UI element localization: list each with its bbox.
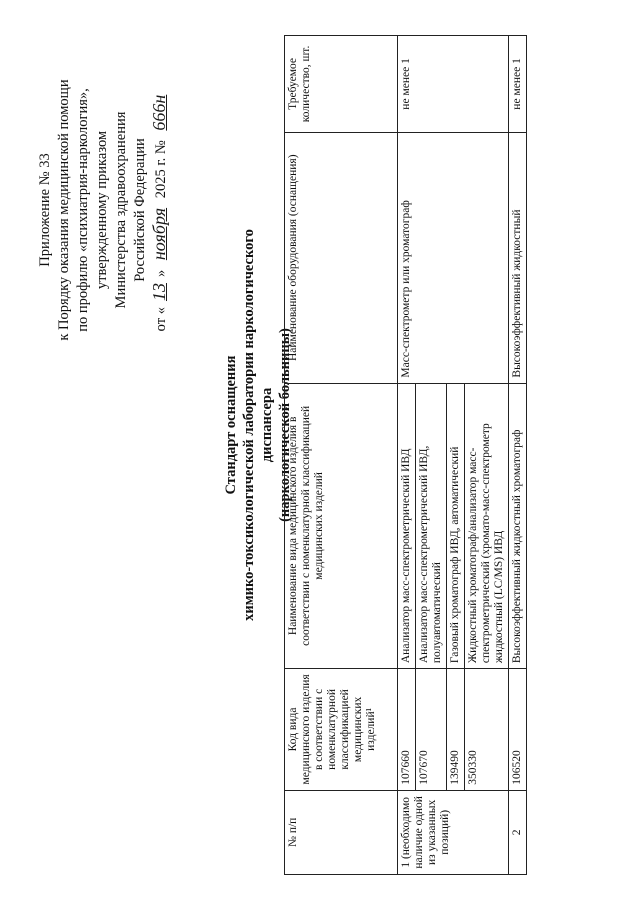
table-row — [398, 36, 416, 875]
handwritten-month: ноября — [149, 207, 169, 261]
row2-name: Высокоэффективный жидкостный хроматограф — [509, 383, 527, 669]
title-line-2: химико-токсикологической лаборатории наркологического диспансера — [241, 229, 275, 621]
order-date-line — [150, 60, 171, 360]
appendix-line-5: Министерства здравоохранения — [113, 111, 129, 309]
row1-num: 1 (необходимо наличие одной из указанных позиций) — [398, 790, 509, 874]
header-qty: Требуемое количество, шт. — [285, 36, 398, 133]
header-equipment: Наименование оборудования (оснащения) — [285, 132, 398, 383]
appendix-block — [36, 60, 171, 360]
date-prefix: от « — [153, 307, 169, 332]
year-part: 2025 г. № — [153, 140, 169, 199]
row2-equipment: Высокоэффективный жидкостный — [509, 132, 527, 383]
row1-item2-code: 107670 — [416, 669, 447, 791]
appendix-line-1: Приложение № 33 — [37, 153, 53, 267]
row1-equipment: Масс-спектрометр или хроматограф — [398, 132, 509, 383]
appendix-line-4: утвержденному приказом — [94, 130, 110, 290]
row1-qty: не менее 1 — [398, 36, 509, 133]
row2-num: 2 — [509, 790, 527, 874]
appendix-line-6: Российской Федерации — [132, 138, 148, 282]
row1-item1-name: Анализатор масс-спектрометрический ИВД — [398, 383, 416, 669]
row1-item2-name: Анализатор масс-спектрометрический ИВД, полуавтоматический — [416, 383, 447, 669]
header-code: Код вида медицинского изделия в соответствии с номенклатурной классификацией медицинских изделий¹ — [285, 669, 398, 791]
row1-item3-code: 139490 — [447, 669, 465, 791]
row1-item4-name: Жидкостный хроматограф/анализатор масс-спектрометрический (хромато-масс-спектрометр жидкостный (LC/MS) ИВД — [465, 383, 509, 669]
header-name: Наименование вида медицинского изделия в соответствии с номенклатурной классификацией медицинских изделий — [285, 383, 398, 669]
row2-code: 106520 — [509, 669, 527, 791]
handwritten-order-number: 666н — [149, 94, 169, 131]
equipment-table — [284, 35, 527, 875]
title-line-3: (наркологической больницы) — [277, 328, 293, 522]
header-row — [285, 36, 398, 875]
row1-item1-code: 107660 — [398, 669, 416, 791]
appendix-line-3: по профилю «психиатрия-наркология», — [75, 88, 91, 332]
appendix-line-2: к Порядку оказания медицинской помощи — [56, 79, 72, 341]
title-line-1: Стандарт оснащения — [223, 355, 239, 495]
handwritten-day: 13 — [149, 283, 169, 302]
date-mid: » — [153, 269, 169, 278]
row1-item3-name: Газовый хроматограф ИВД, автоматический — [447, 383, 465, 669]
row1-item4-code: 350330 — [465, 669, 509, 791]
table-row — [509, 36, 527, 875]
header-num: № п/п — [285, 790, 398, 874]
row2-qty: не менее 1 — [509, 36, 527, 133]
